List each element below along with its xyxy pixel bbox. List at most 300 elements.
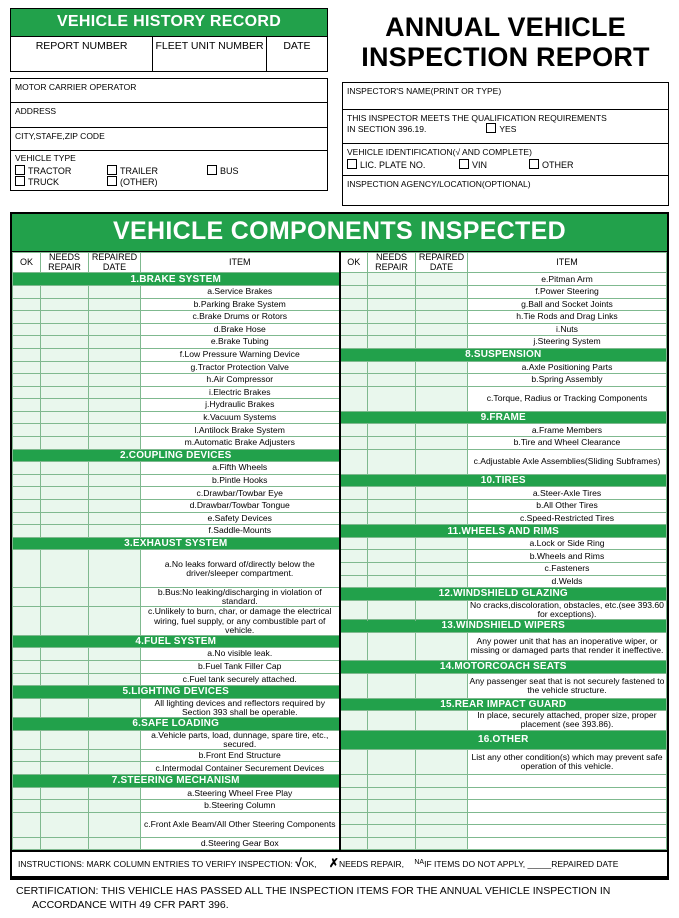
table-row [13, 437, 667, 450]
needs-repair-cell[interactable] [41, 550, 89, 588]
ok-checkbox-cell[interactable] [13, 512, 41, 525]
item-label-right: List any other condition(s) which may prevent safe operation of this vehicle. [468, 749, 667, 774]
table-row [13, 787, 667, 800]
repaired-date-cell[interactable] [89, 588, 141, 607]
repaired-date-cell[interactable] [89, 424, 141, 437]
item-label-left: b.Bus:No leaking/discharging in violation of standard. [141, 588, 340, 607]
checkbox-icon[interactable] [529, 159, 539, 169]
ok-checkbox-cell[interactable] [340, 550, 368, 563]
empty-cell[interactable] [340, 837, 368, 850]
repaired-date-cell[interactable] [416, 563, 468, 576]
repaired-date-cell[interactable] [416, 711, 468, 730]
item-label-right: b.Wheels and Rims [468, 550, 667, 563]
empty-item-cell [468, 825, 667, 838]
repaired-date-cell[interactable] [89, 525, 141, 538]
empty-cell[interactable] [368, 787, 416, 800]
ok-checkbox-cell[interactable] [13, 550, 41, 588]
repaired-date-cell[interactable] [89, 311, 141, 324]
table-row [13, 800, 667, 813]
ok-checkbox-cell[interactable] [13, 399, 41, 412]
ok-checkbox-cell[interactable] [340, 575, 368, 588]
repaired-date-cell[interactable] [416, 298, 468, 311]
repaired-date-cell[interactable] [89, 607, 141, 635]
repaired-date-cell[interactable] [416, 537, 468, 550]
ok-checkbox-cell[interactable] [340, 500, 368, 513]
needs-repair-cell[interactable] [368, 437, 416, 450]
needs-repair-cell[interactable] [41, 437, 89, 450]
vehicle-components-section [10, 212, 669, 878]
repaired-date-cell[interactable] [89, 762, 141, 775]
item-label-left: b.Fuel Tank Filler Cap [141, 660, 340, 673]
table-row [13, 411, 667, 424]
ok-checkbox-cell[interactable] [340, 424, 368, 437]
needs-repair-cell[interactable] [41, 374, 89, 387]
needs-repair-cell[interactable] [41, 648, 89, 661]
inspection-agency-field[interactable]: INSPECTION AGENCY/LOCATION(OPTIONAL) [342, 176, 669, 206]
needs-repair-cell[interactable] [41, 487, 89, 500]
needs-repair-cell[interactable] [41, 424, 89, 437]
item-label-right: f.Power Steering [468, 285, 667, 298]
repaired-date-cell[interactable] [89, 730, 141, 749]
instructions-label: INSTRUCTIONS: MARK COLUMN ENTRIES TO VERIFY INSPECTION: [18, 859, 293, 870]
item-label-right: h.Tie Rods and Drag Links [468, 311, 667, 324]
item-label-left: e.Safety Devices [141, 512, 340, 525]
ok-checkbox-cell[interactable] [13, 285, 41, 298]
inspection-table-body [13, 273, 667, 850]
checkbox-icon[interactable] [15, 176, 25, 186]
ok-checkbox-cell[interactable] [13, 698, 41, 717]
repaired-date-cell[interactable] [89, 285, 141, 298]
needs-repair-cell[interactable] [41, 386, 89, 399]
vehicle-history-record-block [10, 8, 328, 191]
ok-checkbox-cell[interactable] [13, 462, 41, 475]
section-header-left: 2.COUPLING DEVICES [13, 449, 340, 462]
ok-checkbox-cell[interactable] [340, 273, 368, 286]
repaired-date-cell[interactable] [416, 323, 468, 336]
repaired-date-cell[interactable] [89, 837, 141, 850]
ok-checkbox-cell[interactable] [13, 812, 41, 837]
needs-repair-cell[interactable] [41, 762, 89, 775]
repaired-date-cell[interactable] [89, 749, 141, 762]
item-label-left: i.Electric Brakes [141, 386, 340, 399]
item-label-right: c.Speed-Restricted Tires [468, 512, 667, 525]
col-needs-repair-left: NEEDS REPAIR [41, 253, 89, 273]
table-row [13, 374, 667, 387]
date-field[interactable]: DATE [283, 40, 311, 52]
ok-checkbox-cell[interactable] [340, 673, 368, 698]
item-label-right: a.Axle Positioning Parts [468, 361, 667, 374]
item-label-left: f.Saddle-Mounts [141, 525, 340, 538]
vehicle-type-tractor[interactable] [15, 165, 103, 176]
ok-checkbox-cell[interactable] [13, 787, 41, 800]
item-label-right: Any passenger seat that is not securely fastened to the vehicle structure. [468, 673, 667, 698]
page-title [342, 8, 669, 72]
needs-repair-cell[interactable] [41, 698, 89, 717]
empty-cell[interactable] [340, 825, 368, 838]
ok-checkbox-cell[interactable] [13, 361, 41, 374]
item-label-left: b.Pintle Hooks [141, 474, 340, 487]
repaired-date-cell[interactable] [89, 462, 141, 475]
vehicle-type-trailer[interactable] [107, 165, 203, 176]
needs-repair-cell[interactable] [41, 673, 89, 686]
empty-cell[interactable] [416, 812, 468, 825]
repaired-date-cell[interactable] [89, 648, 141, 661]
empty-cell[interactable] [340, 787, 368, 800]
section-header-right: 8.SUSPENSION [340, 348, 667, 361]
vehicle-type-row-2 [15, 176, 323, 187]
ok-checkbox-cell[interactable] [340, 298, 368, 311]
empty-item-cell [468, 787, 667, 800]
ok-checkbox-cell[interactable] [13, 607, 41, 635]
needs-repair-cell[interactable] [41, 660, 89, 673]
report-number-field[interactable]: REPORT NUMBER [11, 37, 153, 71]
item-label-right: g.Ball and Socket Joints [468, 298, 667, 311]
table-row [13, 512, 667, 525]
ok-checkbox-cell[interactable] [340, 487, 368, 500]
ok-checkbox-cell[interactable] [13, 348, 41, 361]
checkbox-icon[interactable] [207, 165, 217, 175]
needs-repair-cell[interactable] [41, 837, 89, 850]
qualification-yes-option[interactable] [486, 123, 516, 134]
vid-other-label: OTHER [542, 160, 574, 171]
needs-repair-cell[interactable] [41, 800, 89, 813]
item-label-right: b.Tire and Wheel Clearance [468, 437, 667, 450]
x-mark-icon: ✗ [328, 856, 339, 871]
vehicle-history-record-banner: VEHICLE HISTORY RECORD [10, 8, 328, 37]
record-id-row [10, 37, 328, 72]
repaired-date-cell[interactable] [89, 399, 141, 412]
vehicle-type-block [10, 151, 328, 191]
ok-checkbox-cell[interactable] [340, 386, 368, 411]
table-row [13, 386, 667, 399]
empty-cell[interactable] [368, 812, 416, 825]
repaired-date-cell[interactable] [89, 800, 141, 813]
ok-checkbox-cell[interactable] [13, 730, 41, 749]
needs-repair-cell[interactable] [368, 323, 416, 336]
repaired-date-cell[interactable] [416, 673, 468, 698]
table-row [13, 424, 667, 437]
vehicle-type-bus[interactable] [207, 165, 239, 176]
repaired-date-cell[interactable] [89, 323, 141, 336]
table-row [13, 336, 667, 349]
ok-checkbox-cell[interactable] [340, 323, 368, 336]
needs-repair-cell[interactable] [368, 285, 416, 298]
repaired-date-cell[interactable] [416, 500, 468, 513]
table-row [13, 449, 667, 462]
section-header-left: 7.STEERING MECHANISM [13, 774, 340, 787]
needs-repair-cell[interactable] [41, 749, 89, 762]
section-header-left: 3.EXHAUST SYSTEM [13, 537, 340, 550]
empty-cell[interactable] [368, 800, 416, 813]
empty-cell[interactable] [340, 774, 368, 787]
ok-checkbox-cell[interactable] [13, 837, 41, 850]
ok-checkbox-cell[interactable] [13, 474, 41, 487]
section-header-right: 10.TIRES [340, 474, 667, 487]
page-title-line2: INSPECTION REPORT [361, 42, 650, 73]
repaired-date-cell[interactable] [89, 673, 141, 686]
repaired-date-cell[interactable] [416, 424, 468, 437]
repaired-date-cell[interactable] [89, 512, 141, 525]
ok-checkbox-cell[interactable] [13, 500, 41, 513]
needs-repair-cell[interactable] [368, 600, 416, 619]
item-label-right: Any power unit that has an inoperative wiper, or missing or damaged parts that render it ineffective. [468, 632, 667, 660]
repaired-date-cell[interactable] [416, 437, 468, 450]
needs-repair-cell[interactable] [41, 348, 89, 361]
repaired-date-cell[interactable] [89, 361, 141, 374]
empty-cell[interactable] [368, 837, 416, 850]
needs-repair-cell[interactable] [368, 487, 416, 500]
empty-cell[interactable] [416, 800, 468, 813]
ok-checkbox-cell[interactable] [13, 800, 41, 813]
item-label-left: g.Tractor Protection Valve [141, 361, 340, 374]
needs-repair-cell[interactable] [368, 537, 416, 550]
needs-repair-cell[interactable] [368, 424, 416, 437]
repaired-date-cell[interactable] [416, 386, 468, 411]
empty-cell[interactable] [416, 825, 468, 838]
needs-repair-cell[interactable] [41, 298, 89, 311]
repaired-date-cell[interactable] [89, 487, 141, 500]
repaired-date-cell[interactable] [89, 298, 141, 311]
empty-cell[interactable] [368, 825, 416, 838]
ok-checkbox-cell[interactable] [13, 411, 41, 424]
empty-item-cell [468, 837, 667, 850]
needs-repair-cell[interactable] [41, 607, 89, 635]
needs-repair-cell[interactable] [368, 273, 416, 286]
repaired-date-cell[interactable] [89, 411, 141, 424]
table-row [13, 837, 667, 850]
checkbox-icon[interactable] [347, 159, 357, 169]
section-header-right: 11.WHEELS AND RIMS [340, 525, 667, 538]
ok-checkbox-cell[interactable] [13, 588, 41, 607]
na-mark: NA [414, 858, 425, 866]
table-row [13, 323, 667, 336]
needs-repair-cell[interactable] [41, 525, 89, 538]
repaired-date-cell[interactable] [89, 374, 141, 387]
needs-repair-cell[interactable] [368, 512, 416, 525]
ok-checkbox-cell[interactable] [13, 323, 41, 336]
ok-checkbox-cell[interactable] [340, 632, 368, 660]
item-label-right: a.Frame Members [468, 424, 667, 437]
repaired-date-cell[interactable] [416, 632, 468, 660]
repaired-date-cell[interactable] [416, 550, 468, 563]
inspector-name-field[interactable]: INSPECTOR'S NAME(PRINT OR TYPE) [342, 82, 669, 110]
table-row [13, 774, 667, 787]
item-label-right: No cracks,discoloration, obstacles, etc.(see 393.60 for exceptions). [468, 600, 667, 619]
checkbox-icon[interactable] [15, 165, 25, 175]
repaired-date-cell[interactable] [89, 812, 141, 837]
ok-checkbox-cell[interactable] [340, 336, 368, 349]
table-row [13, 474, 667, 487]
motor-carrier-operator-field[interactable]: MOTOR CARRIER OPERATOR [10, 78, 328, 103]
vid-other[interactable] [529, 159, 574, 170]
empty-cell[interactable] [416, 837, 468, 850]
ok-checkbox-cell[interactable] [13, 762, 41, 775]
checkbox-icon[interactable] [486, 123, 496, 133]
repaired-date-cell[interactable] [416, 311, 468, 324]
table-row [13, 660, 667, 673]
ok-text: OK, [301, 859, 317, 870]
needs-repair-cell[interactable] [368, 374, 416, 387]
repaired-date-cell[interactable] [89, 386, 141, 399]
item-label-left: a.Steering Wheel Free Play [141, 787, 340, 800]
table-row [13, 487, 667, 500]
ok-checkbox-cell[interactable] [340, 600, 368, 619]
item-label-left: m.Automatic Brake Adjusters [141, 437, 340, 450]
needs-repair-cell[interactable] [41, 730, 89, 749]
ok-checkbox-cell[interactable] [340, 311, 368, 324]
repaired-date-cell[interactable] [416, 361, 468, 374]
ok-checkbox-cell[interactable] [13, 749, 41, 762]
vid-lic-plate[interactable] [347, 159, 455, 170]
needs-repair-cell[interactable] [368, 563, 416, 576]
checkbox-icon[interactable] [107, 176, 117, 186]
ok-mark-icon: √ [295, 856, 302, 871]
vehicle-type-other-label: (OTHER) [120, 177, 158, 187]
empty-cell[interactable] [340, 800, 368, 813]
ok-checkbox-cell[interactable] [340, 449, 368, 474]
vehicle-type-truck[interactable] [15, 176, 103, 187]
needs-repair-cell[interactable] [41, 474, 89, 487]
needs-repair-cell[interactable] [368, 336, 416, 349]
ok-checkbox-cell[interactable] [340, 285, 368, 298]
ok-checkbox-cell[interactable] [13, 487, 41, 500]
ok-checkbox-cell[interactable] [13, 525, 41, 538]
needs-repair-cell[interactable] [41, 812, 89, 837]
address-field[interactable]: ADDRESS [10, 103, 328, 128]
repaired-date-cell[interactable] [89, 698, 141, 717]
repaired-date-cell[interactable] [89, 550, 141, 588]
repaired-date-cell[interactable] [416, 749, 468, 774]
ok-checkbox-cell[interactable] [340, 437, 368, 450]
ok-checkbox-cell[interactable] [13, 424, 41, 437]
empty-cell[interactable] [340, 812, 368, 825]
item-label-right: c.Torque, Radius or Tracking Components [468, 386, 667, 411]
item-label-left: b.Front End Structure [141, 749, 340, 762]
repaired-date-cell[interactable] [416, 487, 468, 500]
needs-repair-cell[interactable] [368, 361, 416, 374]
repaired-date-cell[interactable] [416, 575, 468, 588]
repaired-date-cell[interactable] [89, 336, 141, 349]
table-row [13, 361, 667, 374]
needs-repair-cell[interactable] [368, 386, 416, 411]
needs-repair-cell[interactable] [41, 512, 89, 525]
ok-checkbox-cell[interactable] [340, 512, 368, 525]
needs-repair-cell[interactable] [368, 550, 416, 563]
repaired-date-cell[interactable] [416, 285, 468, 298]
needs-repair-cell[interactable] [368, 449, 416, 474]
empty-cell[interactable] [368, 774, 416, 787]
item-label-left: a.Fifth Wheels [141, 462, 340, 475]
ok-checkbox-cell[interactable] [13, 660, 41, 673]
needs-repair-cell[interactable] [41, 311, 89, 324]
vid-vin[interactable] [459, 159, 525, 170]
ok-checkbox-cell[interactable] [13, 386, 41, 399]
ok-checkbox-cell[interactable] [340, 711, 368, 730]
needs-repair-cell[interactable] [368, 500, 416, 513]
needs-repair-cell[interactable] [41, 411, 89, 424]
empty-item-cell [468, 812, 667, 825]
ok-checkbox-cell[interactable] [13, 374, 41, 387]
repaired-date-cell[interactable] [416, 374, 468, 387]
repaired-date-cell[interactable] [416, 512, 468, 525]
qualification-yes-label: YES [499, 124, 517, 135]
table-row [13, 588, 667, 601]
needs-repair-cell[interactable] [368, 749, 416, 774]
checkbox-icon[interactable] [107, 165, 117, 175]
vehicle-type-label: VEHICLE TYPE [15, 153, 76, 163]
repaired-date-cell[interactable] [89, 474, 141, 487]
ok-checkbox-cell[interactable] [13, 673, 41, 686]
table-row [13, 812, 667, 825]
ok-checkbox-cell[interactable] [340, 374, 368, 387]
item-label-right: i.Nuts [468, 323, 667, 336]
ok-checkbox-cell[interactable] [340, 563, 368, 576]
repaired-date-cell[interactable] [416, 336, 468, 349]
city-state-zip-field[interactable]: CITY,STAFE,ZIP CODE [10, 128, 328, 151]
col-ok-left: OK [13, 253, 41, 273]
empty-cell[interactable] [416, 774, 468, 787]
repaired-date-cell[interactable] [89, 348, 141, 361]
fleet-unit-number-field[interactable]: FLEET UNIT NUMBER [153, 37, 267, 71]
needs-repair-cell[interactable] [41, 588, 89, 607]
item-label-left: l.Antilock Brake System [141, 424, 340, 437]
needs-repair-cell[interactable] [41, 787, 89, 800]
needs-repair-cell[interactable] [41, 285, 89, 298]
ok-checkbox-cell[interactable] [13, 298, 41, 311]
needs-repair-cell[interactable] [368, 632, 416, 660]
ok-checkbox-cell[interactable] [13, 648, 41, 661]
page-title-line1: ANNUAL VEHICLE [385, 12, 626, 42]
repaired-date-cell[interactable] [89, 500, 141, 513]
repaired-date-cell[interactable] [89, 660, 141, 673]
repaired-date-cell[interactable] [416, 600, 468, 619]
item-label-left: b.Parking Brake System [141, 298, 340, 311]
repaired-date-cell[interactable] [89, 787, 141, 800]
empty-item-cell [468, 800, 667, 813]
repaired-date-cell[interactable] [89, 437, 141, 450]
needs-repair-cell[interactable] [368, 298, 416, 311]
ok-checkbox-cell[interactable] [340, 537, 368, 550]
needs-repair-cell[interactable] [41, 500, 89, 513]
vehicle-type-other[interactable] [107, 176, 203, 187]
needs-repair-cell[interactable] [41, 399, 89, 412]
needs-repair-cell[interactable] [41, 361, 89, 374]
ok-checkbox-cell[interactable] [13, 336, 41, 349]
item-label-left: c.Intermodal Container Securement Devices [141, 762, 340, 775]
qualification-line2: IN SECTION 396.19. [347, 123, 427, 134]
ok-checkbox-cell[interactable] [13, 437, 41, 450]
checkbox-icon[interactable] [459, 159, 469, 169]
needs-repair-cell[interactable] [368, 575, 416, 588]
needs-repair-cell[interactable] [41, 462, 89, 475]
ok-checkbox-cell[interactable] [340, 749, 368, 774]
certification-block [10, 878, 669, 918]
needs-repair-cell[interactable] [41, 323, 89, 336]
needs-repair-cell[interactable] [368, 711, 416, 730]
empty-cell[interactable] [416, 787, 468, 800]
needs-repair-cell[interactable] [41, 336, 89, 349]
needs-repair-cell[interactable] [368, 673, 416, 698]
table-row [13, 500, 667, 513]
repaired-date-cell[interactable] [416, 273, 468, 286]
needs-repair-cell[interactable] [368, 311, 416, 324]
item-label-right: a.Lock or Side Ring [468, 537, 667, 550]
ok-checkbox-cell[interactable] [340, 361, 368, 374]
repaired-date-cell[interactable] [416, 449, 468, 474]
table-row [13, 550, 667, 563]
section-header-right: 16.OTHER [340, 730, 667, 749]
ok-checkbox-cell[interactable] [13, 311, 41, 324]
